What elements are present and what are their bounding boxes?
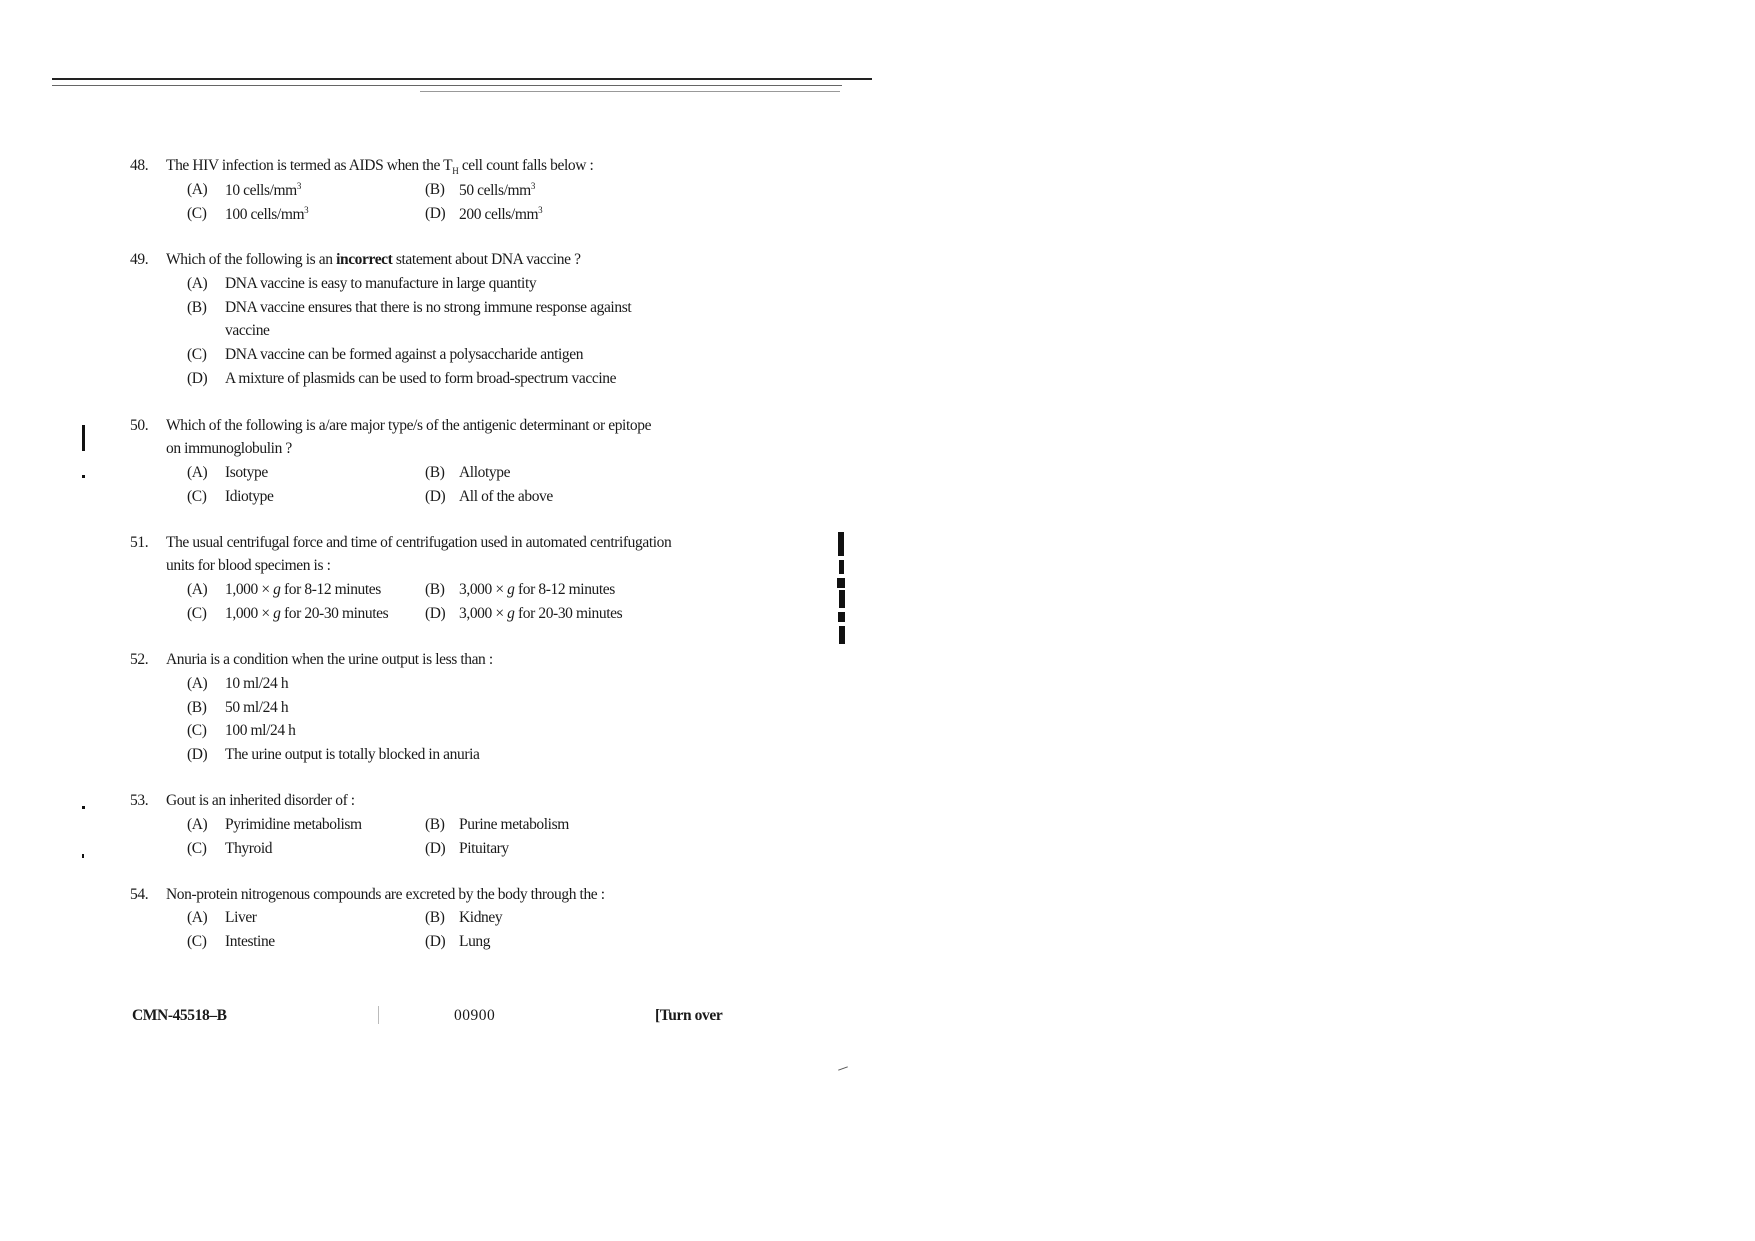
margin-mark-dot [82,475,85,478]
question-number: 50. [130,417,149,434]
margin-mark [82,425,85,451]
question-text: Anuria is a condition when the urine output is less than : [166,651,493,668]
question-number: 48. [130,157,149,174]
footer-code: CMN-45518–B [132,1007,227,1024]
question-text-line-2: units for blood specimen is : [166,557,331,574]
question-number: 53. [130,792,149,809]
question-number: 52. [130,651,149,668]
top-rule-thin-2 [420,91,840,92]
scan-mark [378,1006,379,1024]
top-rule-thin [52,85,842,86]
question-text: The usual centrifugal force and time of centrifugation used in automated centrifugation [166,534,672,551]
footer-page-number: 00900 [454,1007,496,1024]
question-text: Non-protein nitrogenous compounds are excreted by the body through the : [166,886,605,903]
question-text: Which of the following is a/are major type/s of the antigenic determinant or epitope [166,417,652,434]
top-rule [52,78,872,80]
question-number: 54. [130,886,149,903]
footer-turn-over: [Turn over [655,1007,723,1024]
question-number: 49. [130,251,149,268]
margin-mark-dot [82,806,85,809]
question-number: 51. [130,534,149,551]
question-text-line-2: on immunoglobulin ? [166,440,292,457]
question-text: Which of the following is an incorrect statement about DNA vaccine ? [166,251,581,268]
scan-mark [838,1066,848,1070]
margin-mark-dot [82,854,84,858]
question-text: The HIV infection is termed as AIDS when the $T_H$ cell count falls below : [166,157,594,177]
margin-stamp [836,532,846,644]
question-text: Gout is an inherited disorder of : [166,792,355,809]
